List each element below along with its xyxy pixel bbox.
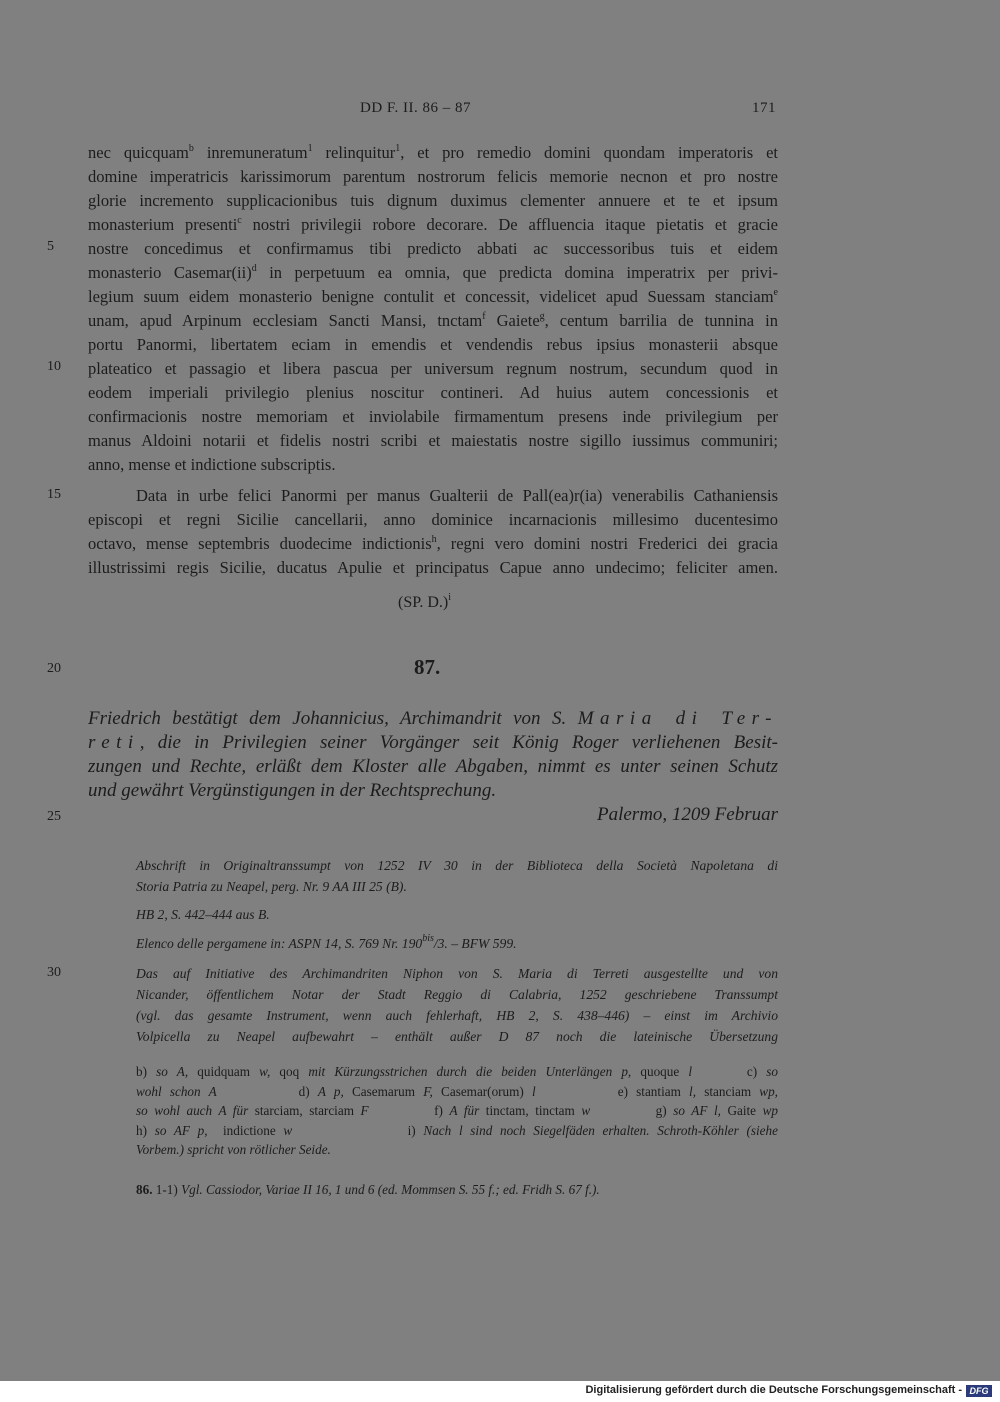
source-footnote xyxy=(136,1180,778,1200)
edition-note xyxy=(136,904,778,925)
text-line: Vorbem.) spricht von rötlicher Seide. xyxy=(136,1142,331,1157)
line-number: 10 xyxy=(47,359,61,374)
text-line: manus Aldoini notarii et fidelis nostri scribi et maiestatis nostre sigillo iussimus communiri; xyxy=(88,431,778,450)
text-line: illustrissimi regis Sicilie, ducatus Apulie et principatus Capue anno undecimo; feliciter amen. xyxy=(88,558,778,577)
charter-text xyxy=(88,141,778,477)
line-number: 15 xyxy=(47,487,61,502)
text-line: monasterio Casemar(ii)$^d$ in perpetuum ea omnia, que predicta domina imperatrix per privi- xyxy=(88,263,778,282)
page-number: 171 xyxy=(752,100,776,116)
text-line: Data in urbe felici Panormi per manus Gualterii de Pall(ea)r(ia) venerabilis Cathaniensis xyxy=(136,486,778,505)
place-date: Palermo, 1209 Februar xyxy=(596,804,778,825)
text-line: unam, apud Arpinum ecclesiam Sancti Mansi, tnctam$^f$ Gaiete$^g$, centum barrilia de tunnina in xyxy=(88,311,778,330)
funding-credit: Digitalisierung gefördert durch die Deutsche Forschungsgemeinschaft - xyxy=(585,1384,962,1396)
text-line: portu Panormi, libertatem eciam in emendis et vendendis rebus ipsius monasterii absque xyxy=(88,335,778,354)
commentary-note xyxy=(136,963,778,1047)
text-line: reti, die in Privilegien seiner Vorgänger seit König Roger verliehenen Besit- xyxy=(88,732,778,753)
document-number: 87. xyxy=(414,655,441,679)
text-line: monasterium presenti$^c$ nostri privilegii robore decorare. De affluencia itaque pietatis et gracie xyxy=(88,215,778,234)
seal-note: (SP. D.)$^i$ xyxy=(398,592,452,611)
text-line: (vgl. das gesamte Instrument, wenn auch fehlerhaft, HB 2, S. 438–446) – einst im Archivio xyxy=(136,1008,778,1023)
text-line: glorie incremento supplicacionibus tuis dignum duximus clementer annuere et te et ipsum xyxy=(88,191,778,210)
text-line: nostre concedimus et confirmamus tibi predicto abbati ac successoribus tuis et eidem xyxy=(88,239,778,258)
text-line: Elenco delle pergamene in: ASPN 14, S. 769 Nr. $190^{bis}/3$. – BFW 599. xyxy=(136,933,517,951)
text-line: zungen und Rechte, erläßt dem Kloster alle Abgaben, nimmt es unter seinen Schutz xyxy=(88,756,778,777)
text-line: wohl schon A d) A p, Casemarum F, Casemar(orum) l e) stantiam l, stanciam wp, xyxy=(136,1083,778,1099)
register-note xyxy=(136,933,778,954)
text-line: episcopi et regni Sicilie cancellarii, anno dominice incarnacionis millesimo ducentesimo xyxy=(88,510,778,529)
text-line: Storia Patria zu Neapel, perg. Nr. 9 AA III 25 (B). xyxy=(136,879,407,894)
datum-paragraph xyxy=(88,484,778,580)
text-line: h) so AF p, indictione w i) Nach l sind noch Siegelfäden erhalten. Schroth-Köhler (siehe xyxy=(136,1122,778,1138)
text-line: HB 2, S. 442–444 aus B. xyxy=(136,907,270,922)
text-line: anno, mense et indictione subscriptis. xyxy=(88,455,336,474)
line-number: 5 xyxy=(47,239,54,254)
text-line: 86. 1-1) Vgl. Cassiodor, Variae II 16, 1 und 6 (ed. Mommsen S. 55 f.; ed. Fridh S. 67 f.). xyxy=(136,1182,600,1197)
text-line: Abschrift in Originaltranssumpt von 1252 IV 30 in der Biblioteca della Società Napoletana di xyxy=(136,858,778,873)
text-line: Friedrich bestätigt dem Johannicius, Archimandrit von S. Maria di Ter- xyxy=(88,708,778,729)
text-line: nec quicquam$^b$ inremuneratum$^1$ relinquitur$^1$, et pro remedio domini quondam imperatoris et xyxy=(88,143,778,162)
text-line: eodem imperiali privilegio plenius noscitur contineri. Ad huius autem concessionis et xyxy=(88,383,778,402)
dfg-logo: DFG xyxy=(966,1385,992,1397)
text-line: domine imperatricis karissimorum parentum nostrorum felicis memorie necnon et pro nostre xyxy=(88,167,778,186)
critical-apparatus xyxy=(136,1062,778,1160)
text-line: confirmacionis nostre memoriam et inviolabile firmamentum presens inde privilegium per xyxy=(88,407,778,426)
text-line: Volpicella zu Neapel aufbewahrt – enthält außer D 87 noch die lateinische Übersetzung xyxy=(136,1029,778,1044)
text-line: Nicander, öffentlichem Notar der Stadt Reggio di Calabria, 1252 geschriebene Transsumpt xyxy=(136,987,778,1002)
text-line: und gewährt Vergünstigungen in der Rechtsprechung. xyxy=(88,780,497,801)
line-number: 30 xyxy=(47,965,61,980)
regest xyxy=(88,707,778,803)
text-line: plateatico et passagio et libera pascua per universum regnum nostrum, secundum quod in xyxy=(88,359,778,378)
text-line: Das auf Initiative des Archimandriten Niphon von S. Maria di Terreti ausgestellte und von xyxy=(136,966,778,981)
tradition-note xyxy=(136,855,778,897)
running-title: DD F. II. 86 – 87 xyxy=(360,100,472,116)
text-line: so wohl auch A für starciam, starciam F f) A für tinctam, tinctam w g) so AF l, Gaite wp xyxy=(136,1103,778,1118)
text-line: b) so A, quidquam w, qoq mit Kürzungsstrichen durch die beiden Unterlängen p, quoque l c) so xyxy=(136,1064,778,1079)
text-line: octavo, mense septembris duodecime indictionis$^h$, regni vero domini nostri Frederici dei gracia xyxy=(88,534,778,553)
text-line: legium suum eidem monasterio benigne contulit et concessit, videlicet apud Suessam stanciam$^e$ xyxy=(88,287,778,306)
line-number: 25 xyxy=(47,809,61,824)
line-number: 20 xyxy=(47,661,61,676)
